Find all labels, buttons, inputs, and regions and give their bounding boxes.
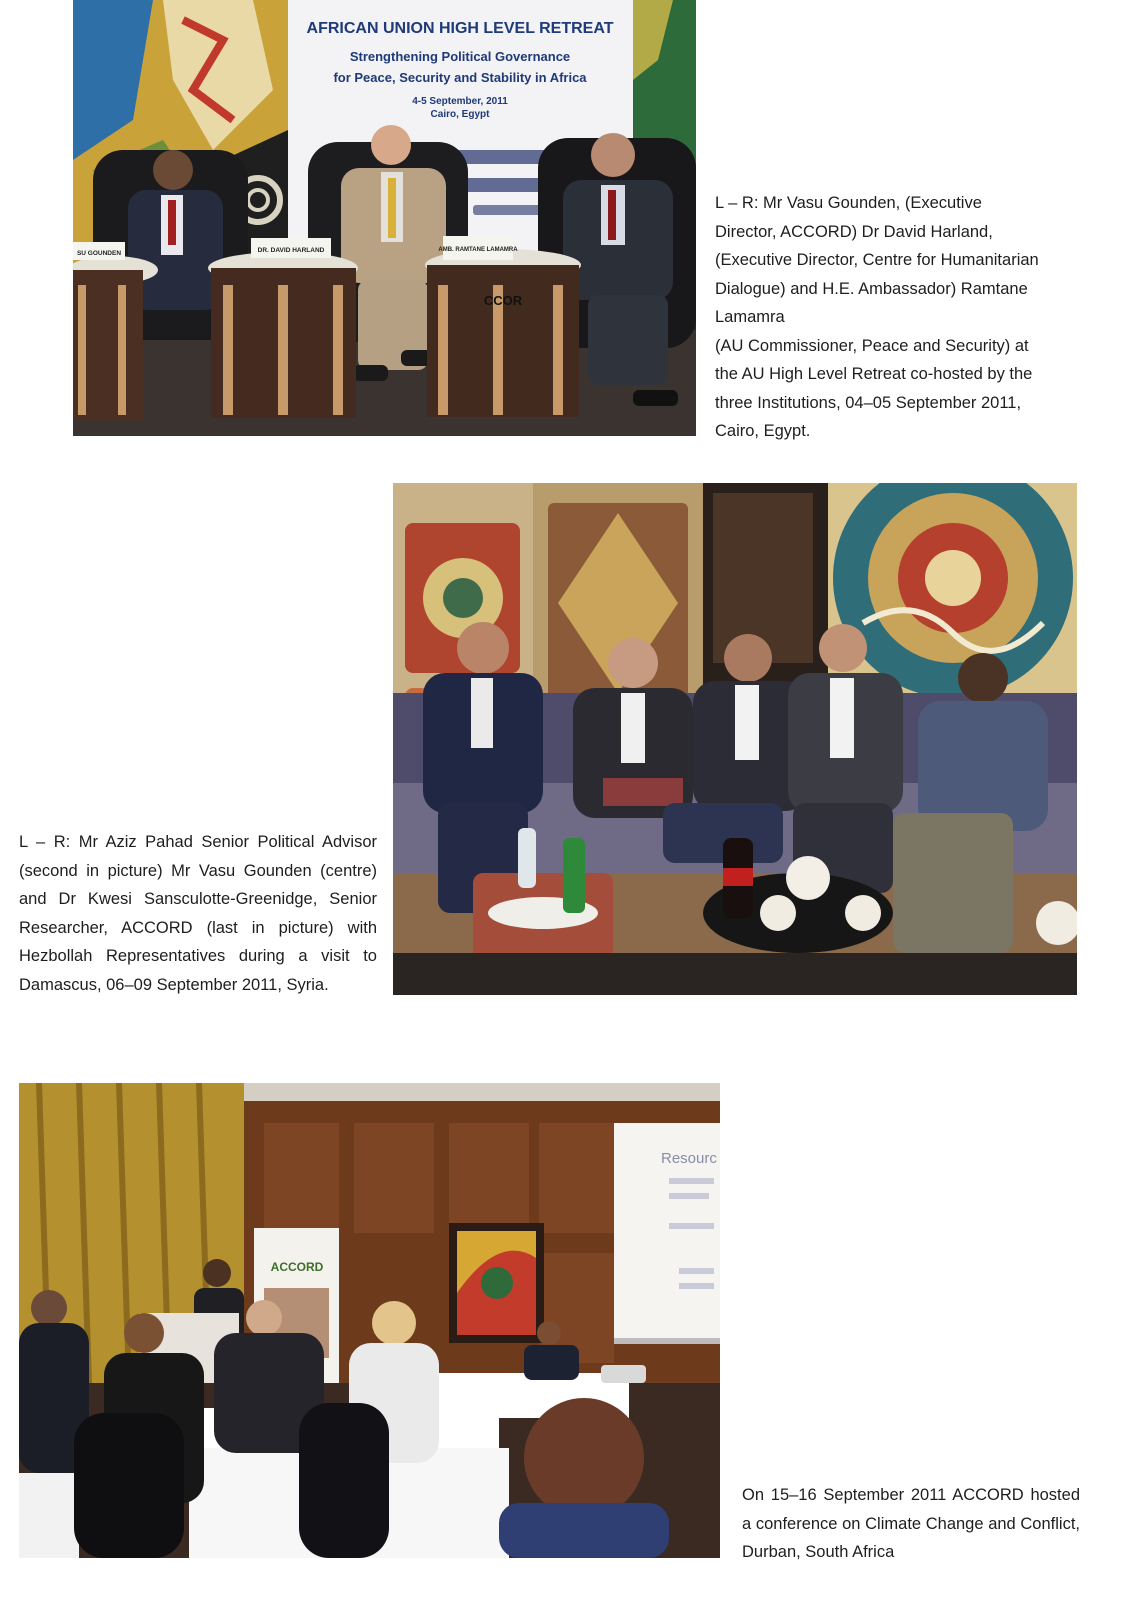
caption-line: Director, ACCORD) Dr David Harland, <box>715 222 993 241</box>
caption-text: L – R: Mr Aziz Pahad Senior Political Advisor (second in picture) Mr Vasu Gounden (centre) and Dr Kwesi Sansculotte-Greenidge, Senior Researcher, ACCORD (last in picture) with Hezbollah Representatives during a visit to Damascus, 06–09 September 2011, Syria. <box>19 833 377 994</box>
table-logo-text: CCOR <box>483 293 523 308</box>
banner-title: AFRICAN UNION HIGH LEVEL RETREAT <box>306 20 614 37</box>
photo-au-retreat-image <box>73 0 696 436</box>
photo-durban-conference <box>19 1083 720 1558</box>
caption-line: three Institutions, 04–05 September 2011, <box>715 393 1022 412</box>
caption-line: Dialogue) and H.E. Ambassador) Ramtane <box>715 279 1028 298</box>
screen-heading: Resourc <box>661 1150 717 1167</box>
photo-au-retreat-cairo <box>73 0 696 436</box>
nameplate-harland: DR. DAVID HARLAND <box>257 247 325 254</box>
caption-line: the AU High Level Retreat co-hosted by the <box>715 365 1033 383</box>
caption-durban-conference <box>742 1481 1080 1567</box>
banner-date: 4-5 September, 2011 <box>412 96 508 107</box>
caption-text: On 15–16 September 2011 ACCORD hosted a conference on Climate Change and Conflict, Durban, South Africa <box>742 1486 1080 1561</box>
caption-line: (AU Commissioner, Peace and Security) at <box>715 336 1029 355</box>
banner-subtitle-line-1: Strengthening Political Governance <box>349 49 571 64</box>
accord-banner-logo: ACCORD <box>270 1260 324 1274</box>
caption-line: Cairo, Egypt. <box>715 422 811 440</box>
nameplate-gounden: SU GOUNDEN <box>76 250 122 257</box>
caption-damascus-visit <box>19 828 377 999</box>
banner-subtitle-line-2: for Peace, Security and Stability in Africa <box>333 70 587 85</box>
banner-place: Cairo, Egypt <box>430 109 490 120</box>
caption-au-retreat <box>715 189 1135 446</box>
photo-damascus-image <box>393 483 1077 995</box>
photo-damascus-visit <box>393 483 1077 995</box>
nameplate-lamamra: AMB. RAMTANE LAMAMRA <box>438 247 518 253</box>
caption-line: L – R: Mr Vasu Gounden, (Executive <box>715 194 982 212</box>
photo-durban-image <box>19 1083 720 1558</box>
caption-line: Lamamra <box>715 308 785 326</box>
caption-line: (Executive Director, Centre for Humanitarian <box>715 251 1039 269</box>
